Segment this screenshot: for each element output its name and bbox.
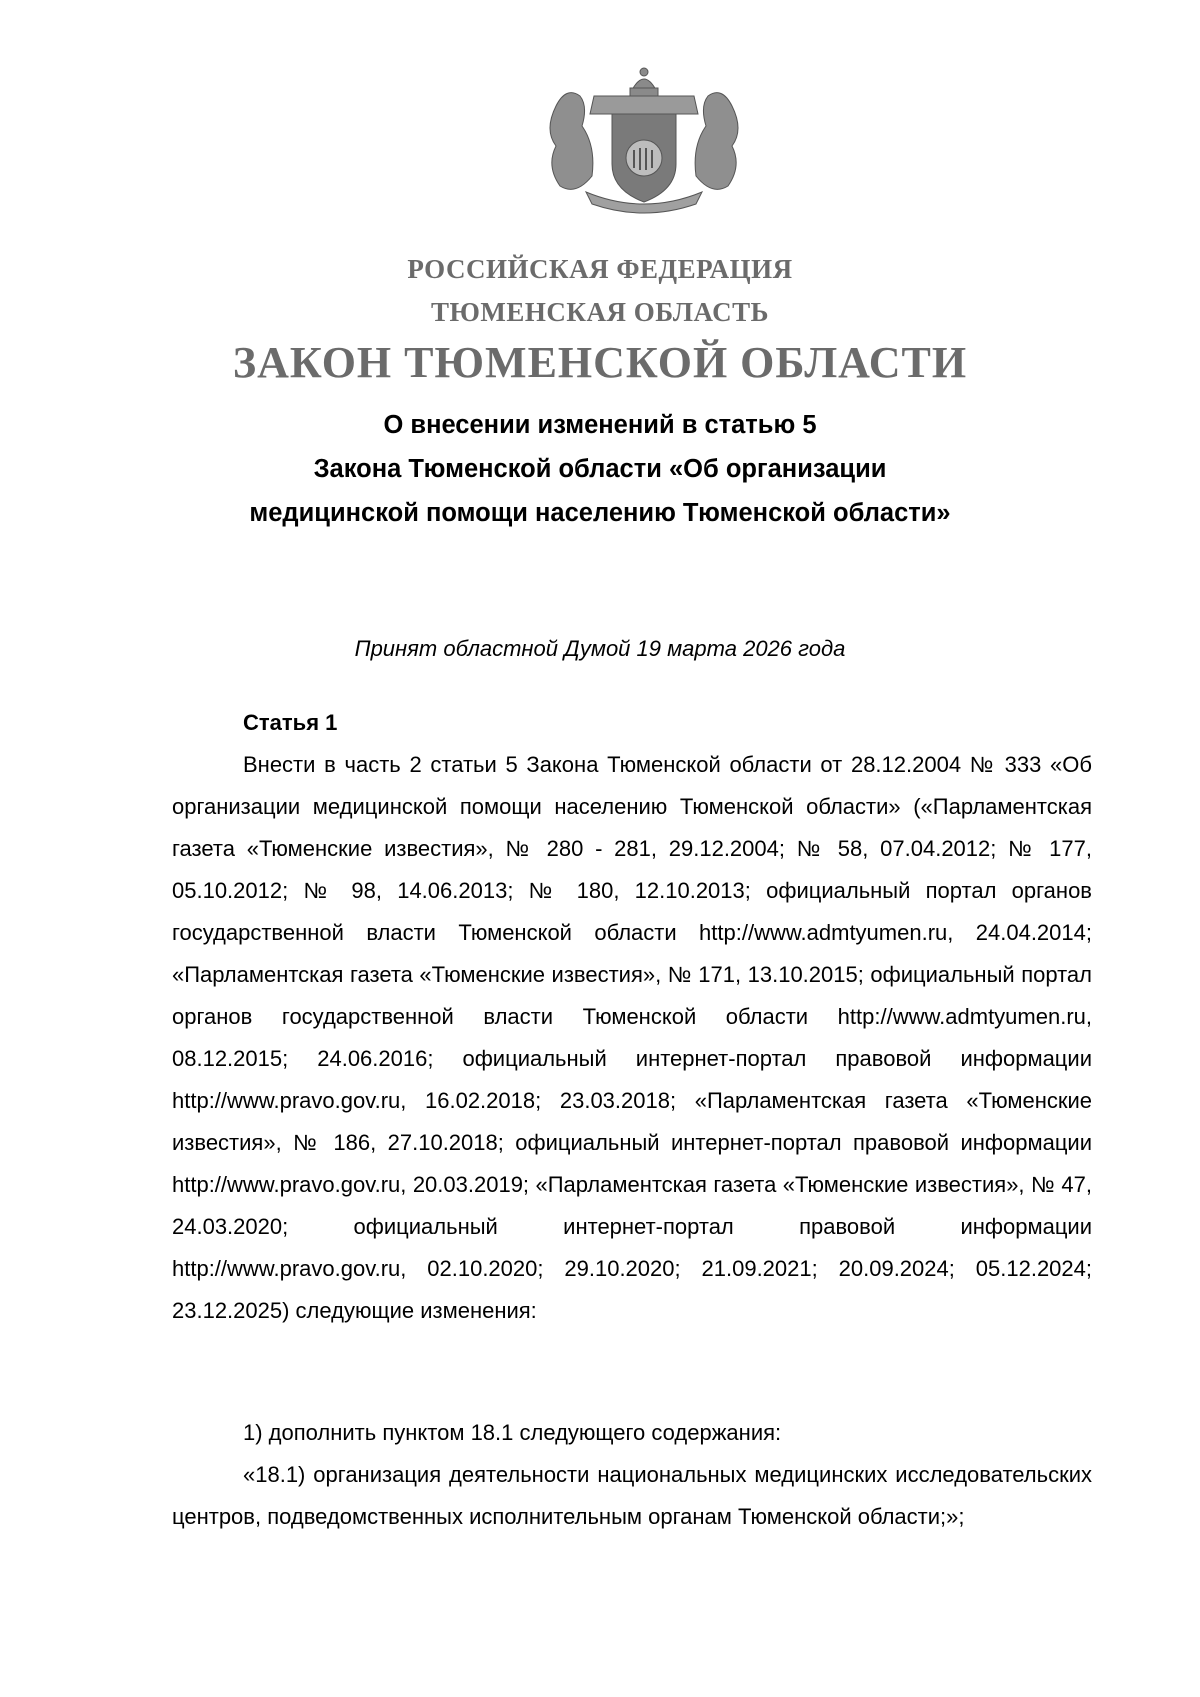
coat-of-arms-icon [536, 66, 752, 214]
adoption-note: Принят областной Думой 19 марта 2026 года [354, 636, 846, 661]
law-heading: ЗАКОН ТЮМЕНСКОЙ ОБЛАСТИ [232, 338, 968, 387]
article-quote-paragraph: «18.1) организация деятельности национальных медицинских исследовательских центров, подведомственных исполнительным органам Тюменской области;»; [172, 1462, 1092, 1529]
article-main-paragraph: Внести в часть 2 статьи 5 Закона Тюменской области от 28.12.2004 № 333 «Об организации медицинской помощи населению Тюменской области» («Парламентская газета «Тюменские известия», № 280 - 281, 29.12.2004; № 58, 07.04.2012; № 177, 05.10.2012; № 98, 14.06.2013; № 180, 12.10.2013; официальный портал органов государственной власти Тюменской области http://www.admtyumen.ru, 24.04.2014; «Парламентская газета «Тюменские известия», № 171, 13.10.2015; официальный портал органов государственной власти Тюменской области http://www.admtyumen.ru, 08.12.2015; 24.06.2016; официальный интернет-портал правовой информации http://www.pravo.gov.ru, 16.02.2018; 23.03.2018; «Парламентская газета «Тюменские известия», № 186, 27.10.2018; официальный интернет-портал правовой информации http://www.pravo.gov.ru, 20.03.2019; «Парламентская газета «Тюменские известия», № 47, 24.03.2020; официальный интернет-портал правовой информации http://www.pravo.gov.ru, 02.10.2020; 29.10.2020; 21.09.2021; 20.09.2024; 05.12.2024; 23.12.2025) следующие изменения: [172, 752, 1092, 1323]
document-title-line-3: медицинской помощи населению Тюменской области» [249, 499, 951, 527]
article-heading: Статья 1 [243, 710, 338, 735]
country-heading: РОССИЙСКАЯ ФЕДЕРАЦИЯ [407, 254, 793, 284]
region-heading: ТЮМЕНСКАЯ ОБЛАСТЬ [430, 297, 770, 327]
document-title-line-1: О внесении изменений в статью 5 [383, 411, 817, 439]
document-title-line-2: Закона Тюменской области «Об организации [313, 455, 887, 483]
article-item-1: 1) дополнить пунктом 18.1 следующего содержания: [243, 1420, 782, 1445]
